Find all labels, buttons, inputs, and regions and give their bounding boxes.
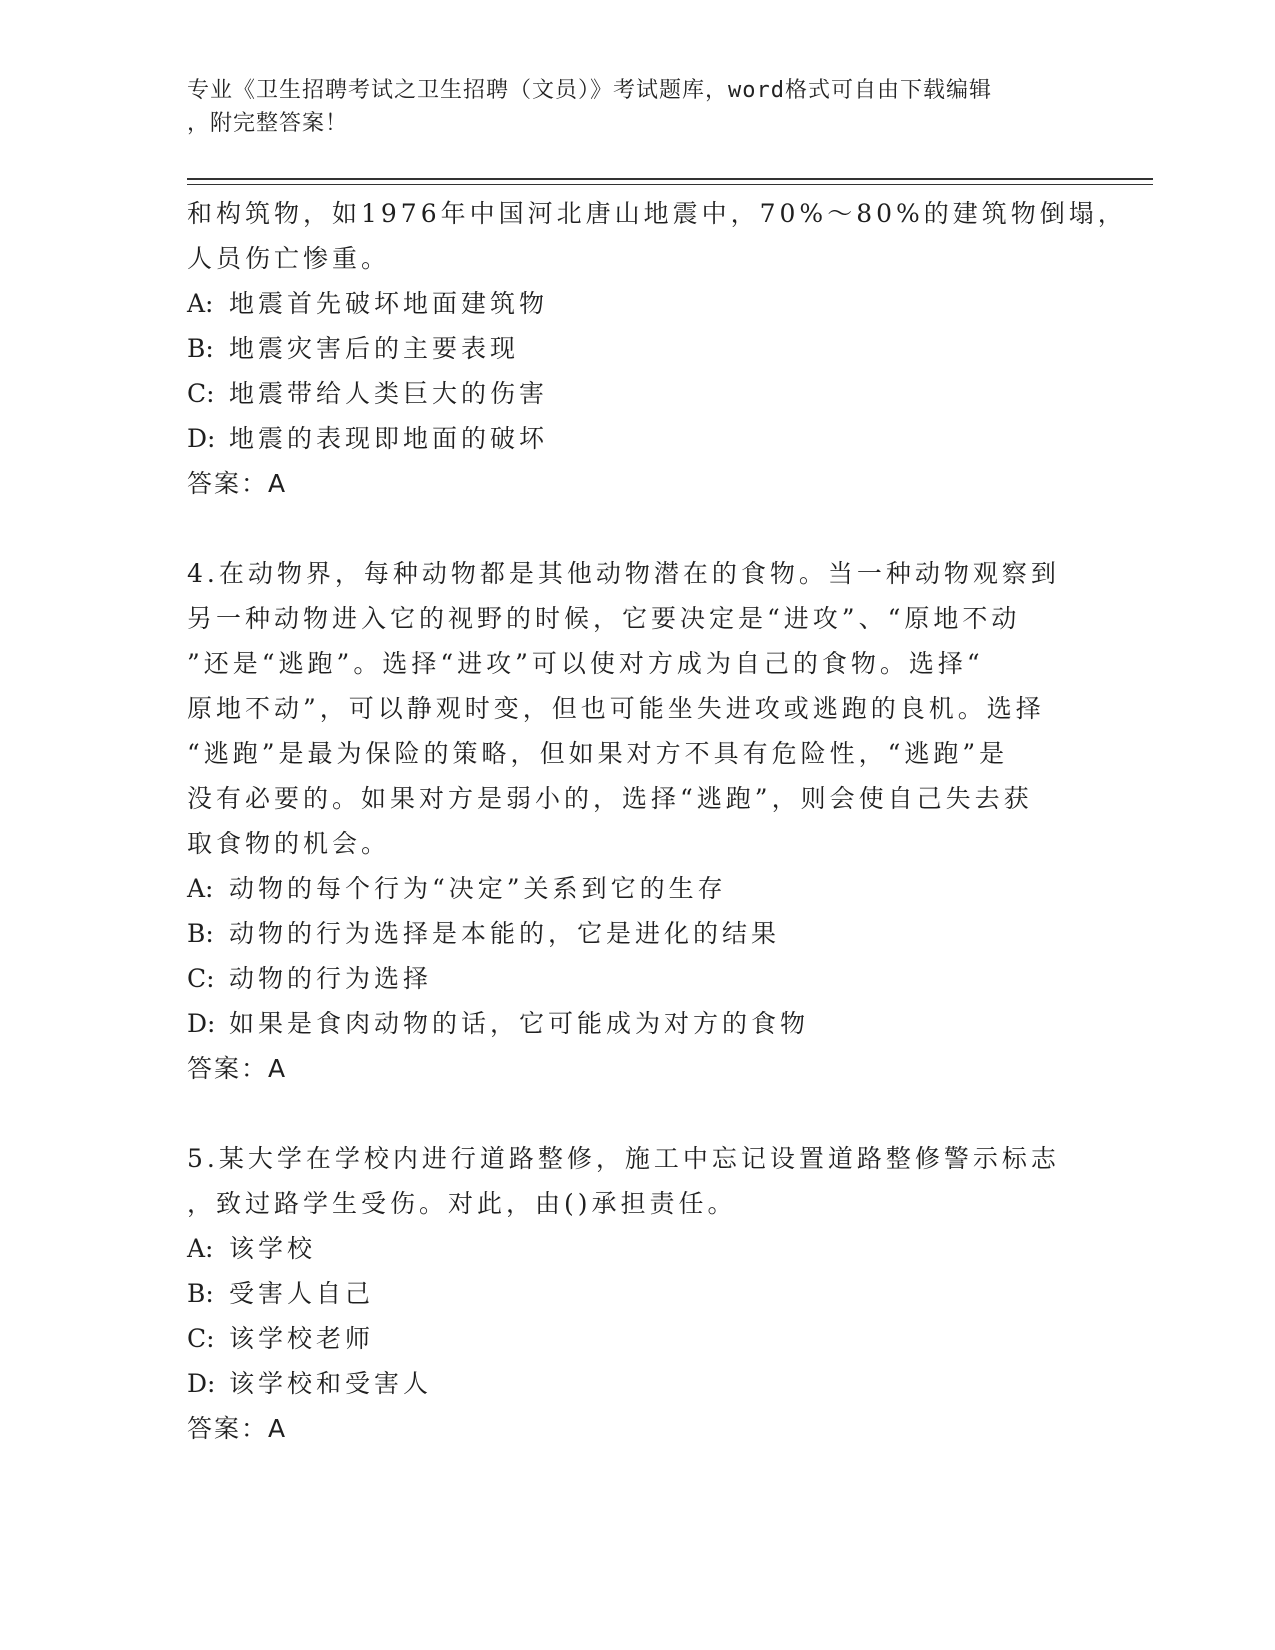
option-letter: C: [187, 964, 215, 993]
answer-line: 答案：A [187, 1414, 288, 1443]
question-text-line: ”还是“逃跑”。选择“进攻”可以使对方成为自己的食物。选择“ [187, 649, 984, 678]
option-d [187, 416, 1067, 461]
option-text: 动物的每个行为“决定”关系到它的生存 [229, 874, 727, 903]
answer-line: 答案：A [187, 469, 288, 498]
question-text-line: 人员伤亡惨重。 [187, 244, 391, 273]
question-text-line: 另一种动物进入它的视野的时候，它要决定是“进攻”、“原地不动 [187, 604, 1021, 633]
option-letter: D: [187, 424, 216, 453]
header-divider [187, 178, 1153, 185]
question-4 [187, 551, 1067, 1091]
option-c [187, 956, 1067, 1001]
option-letter: B: [187, 1279, 214, 1308]
question-text-line: 原地不动”，可以静观时变，但也可能坐失进攻或逃跑的良机。选择 [187, 694, 1045, 723]
header-line-1: 专业《卫生招聘考试之卫生招聘（文员）》考试题库，word格式可自由下载编辑 [187, 78, 992, 103]
option-text: 该学校 [229, 1234, 317, 1263]
option-text: 地震灾害后的主要表现 [229, 334, 520, 363]
option-text: 地震带给人类巨大的伤害 [229, 379, 549, 408]
option-b [187, 1271, 1067, 1316]
option-text: 该学校和受害人 [229, 1369, 433, 1398]
question-text-line: 没有必要的。如果对方是弱小的，选择“逃跑”，则会使自己失去获 [187, 784, 1033, 813]
option-a [187, 281, 1067, 326]
option-letter: D: [187, 1009, 216, 1038]
header-line-2: ，附完整答案！ [187, 111, 349, 136]
question-text-line: 4.在动物界，每种动物都是其他动物潜在的食物。当一种动物观察到 [187, 559, 1060, 588]
option-letter: B: [187, 334, 214, 363]
option-letter: D: [187, 1369, 216, 1398]
question-5 [187, 1136, 1067, 1451]
question-text-line: ，致过路学生受伤。对此，由()承担责任。 [187, 1189, 737, 1218]
option-text: 受害人自己 [229, 1279, 375, 1308]
option-letter: A: [187, 874, 214, 903]
option-text: 该学校老师 [229, 1324, 375, 1353]
option-c [187, 1316, 1067, 1361]
option-text: 动物的行为选择是本能的，它是进化的结果 [229, 919, 781, 948]
option-text: 地震首先破坏地面建筑物 [229, 289, 549, 318]
answer-line: 答案：A [187, 1054, 288, 1083]
document-header [187, 74, 1067, 140]
option-b [187, 326, 1067, 371]
question-text-line: 取食物的机会。 [187, 829, 391, 858]
option-a [187, 866, 1067, 911]
option-text: 如果是食肉动物的话，它可能成为对方的食物 [229, 1009, 810, 1038]
option-letter: B: [187, 919, 214, 948]
option-c [187, 371, 1067, 416]
option-letter: A: [187, 1234, 214, 1263]
option-text: 动物的行为选择 [229, 964, 433, 993]
option-a [187, 1226, 1067, 1271]
document-body [187, 191, 1127, 1451]
option-d [187, 1361, 1067, 1406]
option-letter: C: [187, 379, 215, 408]
option-letter: C: [187, 1324, 215, 1353]
question-text-line: 和构筑物，如1976年中国河北唐山地震中，70%～80%的建筑物倒塌， [187, 199, 1127, 228]
question-text-line: 5.某大学在学校内进行道路整修，施工中忘记设置道路整修警示标志 [187, 1144, 1060, 1173]
option-d [187, 1001, 1067, 1046]
option-text: 地震的表现即地面的破坏 [229, 424, 549, 453]
spacer [187, 506, 1067, 551]
question-text-line: “逃跑”是最为保险的策略，但如果对方不具有危险性，“逃跑”是 [187, 739, 1009, 768]
question-3 [187, 191, 1127, 506]
option-b [187, 911, 1067, 956]
spacer [187, 1091, 1067, 1136]
option-letter: A: [187, 289, 214, 318]
